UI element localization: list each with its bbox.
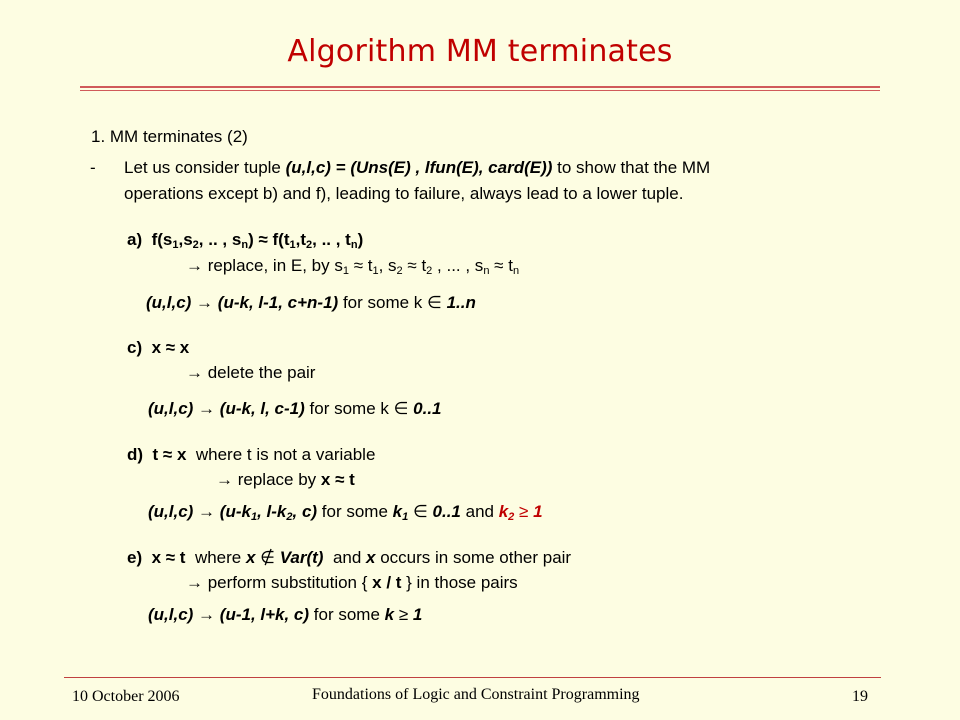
- slide-title: Algorithm MM terminates: [287, 34, 673, 69]
- case-c-label: c): [127, 338, 143, 357]
- footer-page-number: 19: [852, 688, 868, 705]
- footer-divider: [64, 677, 881, 678]
- intro-line-1: [124, 158, 710, 178]
- not-element-of-symbol: ∉: [260, 548, 275, 567]
- case-e-action: → perform substitution { x / t } in those pairs: [186, 573, 518, 592]
- case-e-label: e): [127, 548, 143, 567]
- case-a-equation: [127, 230, 363, 250]
- intro-line-2: operations except b) and f), leading to failure, always lead to a lower tuple.: [124, 184, 684, 203]
- case-c-equation: c) x ≈ x: [127, 338, 190, 357]
- intro-text-post: to show that the MM: [552, 158, 711, 177]
- element-of-symbol: ∈: [393, 399, 409, 418]
- title-divider: [80, 86, 880, 91]
- case-a-result: (u,l,c) → (u-k, l-1, c+n-1) for some k ∈ 1..n: [146, 293, 476, 312]
- heading-text: 1. MM terminates (2): [91, 127, 248, 146]
- geq-symbol: ≥: [519, 502, 529, 521]
- intro-text-pre: Let us consider tuple: [124, 158, 286, 177]
- case-d-result: $(u,l,c) \to (u-k_1$, $l-k_2$, c) for some $k_1$ ∈ 0..1 and $k_2 \ge 1$: [148, 502, 543, 523]
- case-d-action: → replace by x ≈ t: [216, 470, 355, 489]
- case-c-result: (u,l,c) → (u-k, l, c-1) for some k ∈ 0..1: [148, 399, 442, 418]
- case-e-result: (u,l,c) → (u-1, l+k, c) for some k ≥ 1: [148, 605, 423, 624]
- footer-date: 10 October 2006: [72, 688, 180, 705]
- footer-course: Foundations of Logic and Constraint Programming: [312, 686, 640, 703]
- case-a-label: a): [127, 230, 143, 249]
- case-a-eq: $f(s_1,s_2$, .. , $s_n) \approx f(t_1,t_2$, .. , $t_n$): [151, 230, 364, 251]
- element-of-symbol: ∈: [412, 502, 428, 521]
- case-e-equation: e) x ≈ t where x ∉ Var(t) and x occurs in some other pair: [127, 548, 572, 567]
- geq-symbol: ≥: [398, 605, 409, 624]
- case-c-action: → delete the pair: [186, 363, 316, 382]
- case-d-equation: d) t ≈ x where t is not a variable: [127, 445, 376, 464]
- case-a-action: → replace, in E, by $s_1 \approx t_1$, $s_2 \approx t_2$ , ... , $s_n \approx t_n$: [186, 256, 520, 277]
- section-heading: [91, 127, 248, 147]
- intro-bullet: -: [90, 158, 96, 177]
- tuple-expression: (u,l,c) = (Uns(E) , lfun(E), card(E)): [285, 158, 553, 177]
- element-of-symbol: ∈: [427, 293, 442, 312]
- case-d-label: d): [127, 445, 144, 464]
